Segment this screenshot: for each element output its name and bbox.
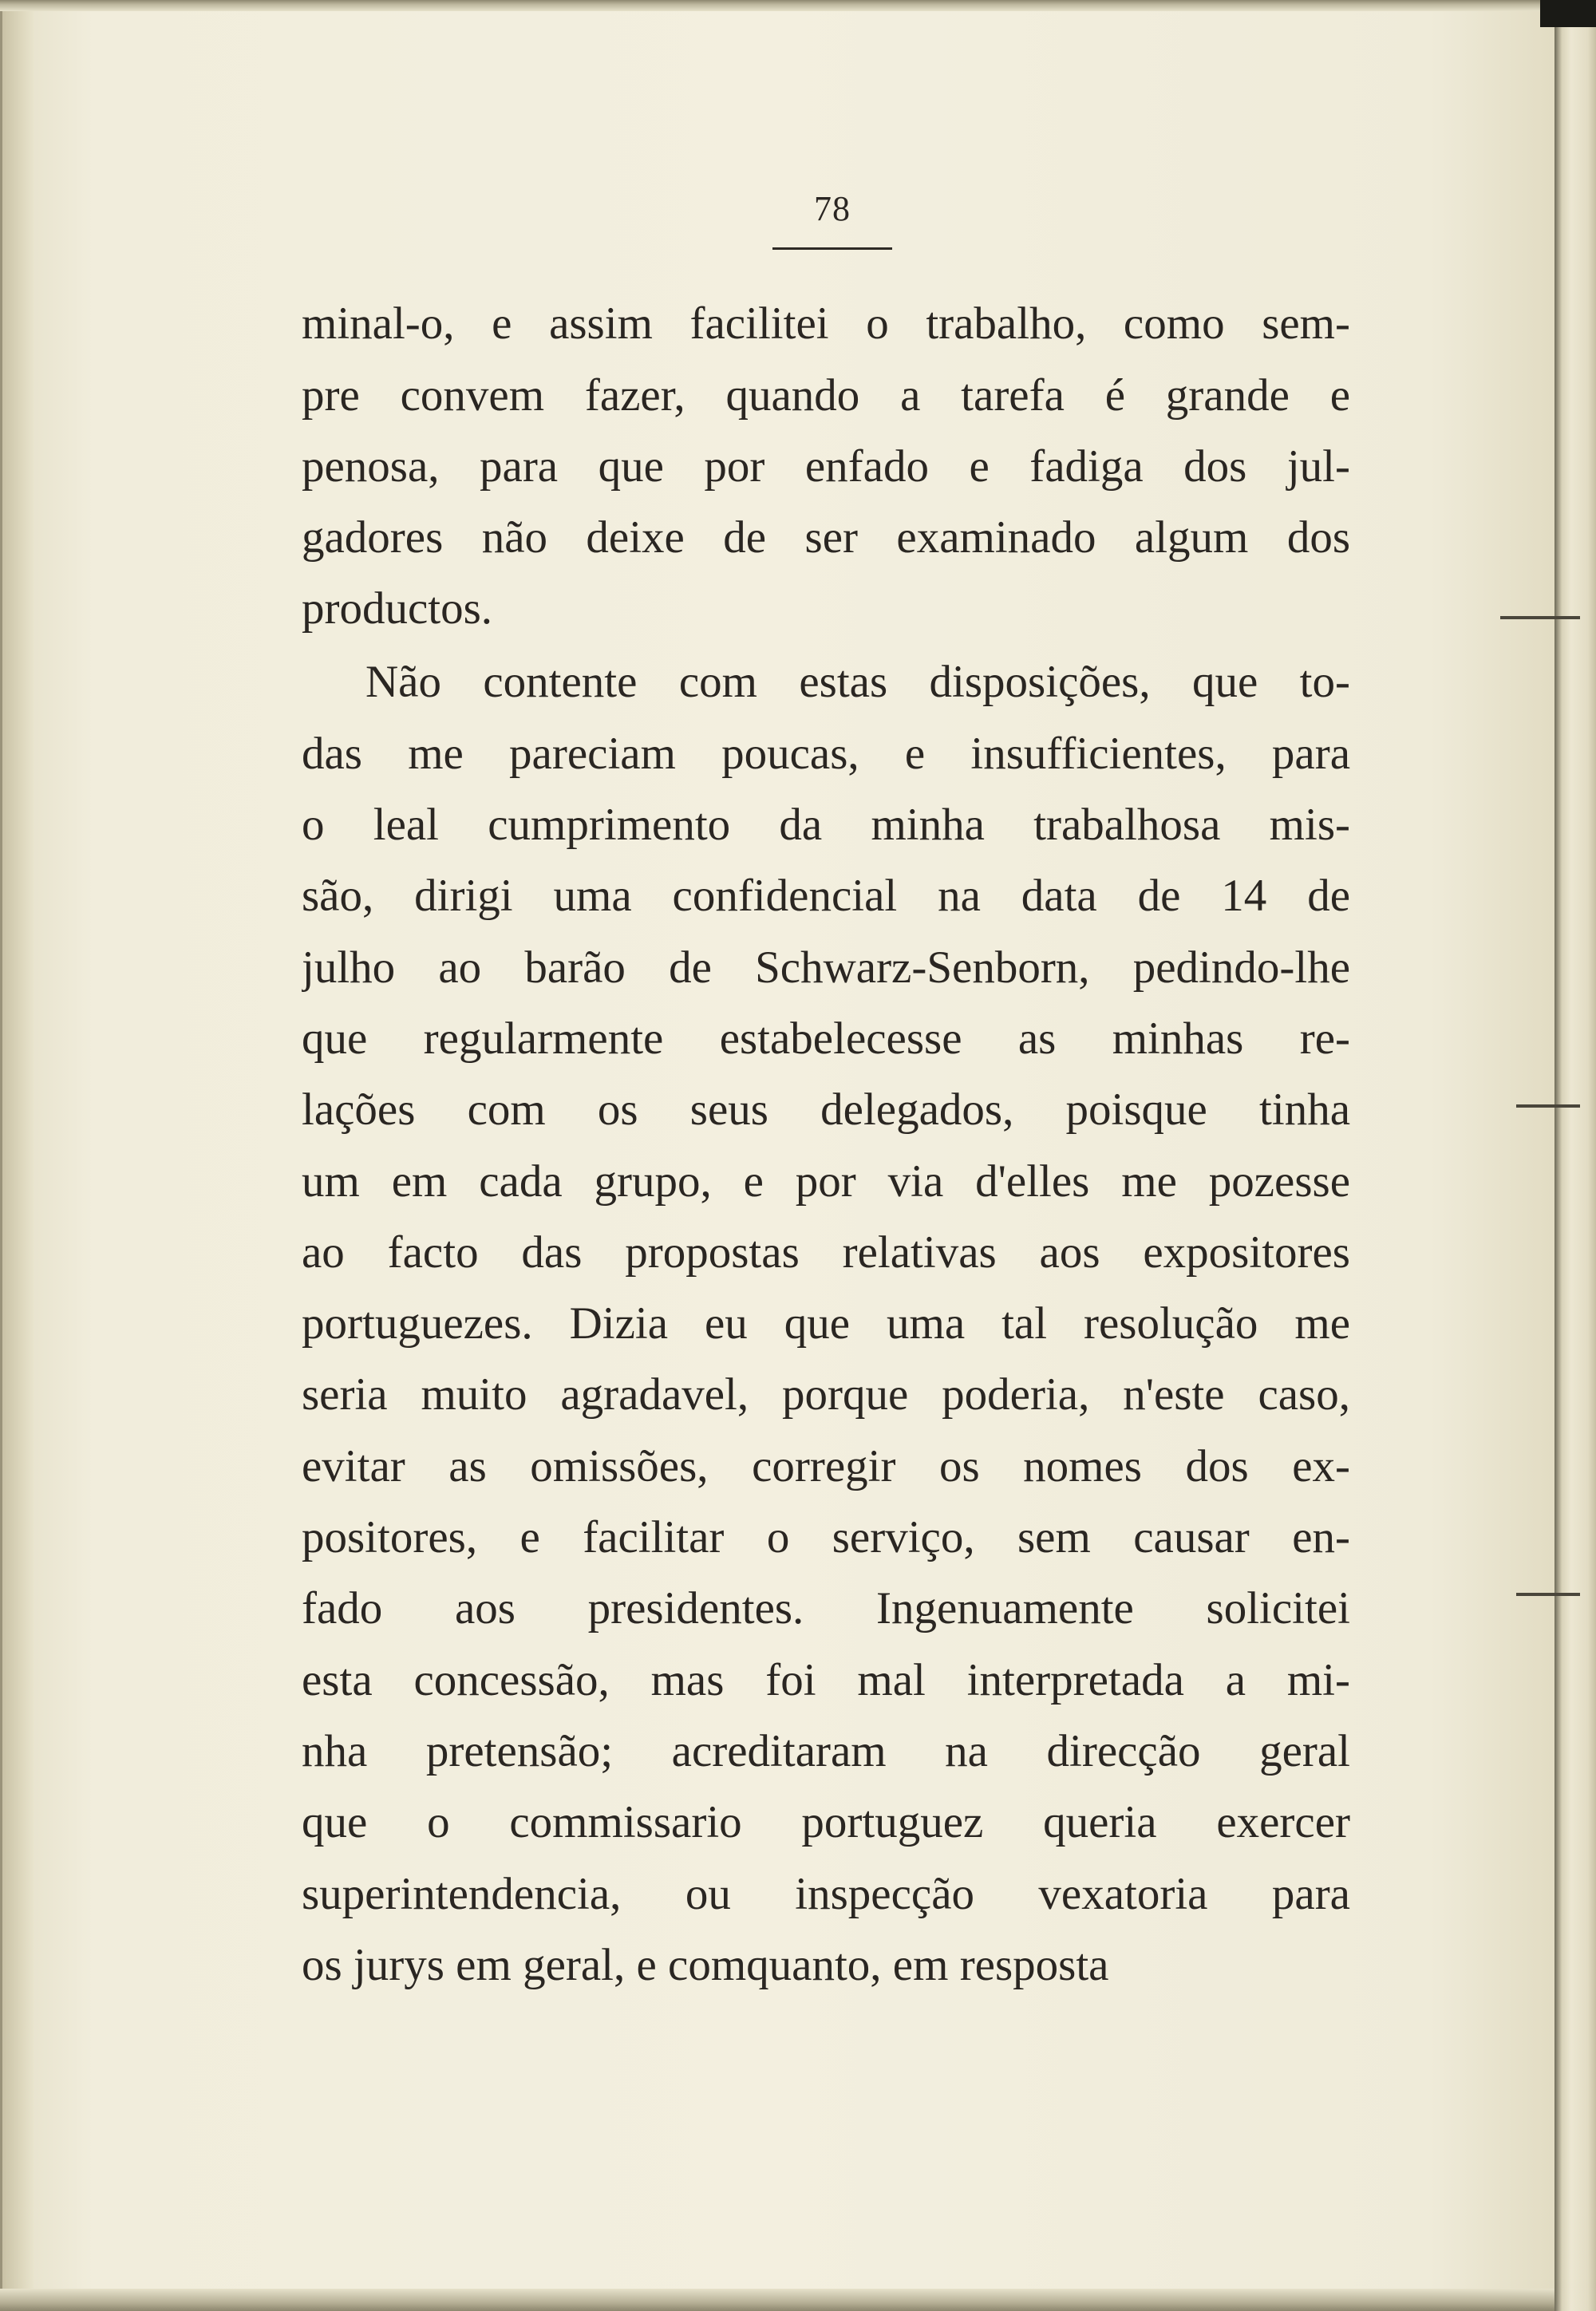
page-number-rule (772, 247, 892, 250)
text-line: julho ao barão de Schwarz-Senborn, pedindo-lhe (302, 942, 1350, 993)
text-line: superintendencia, ou inspecção vexatoria para (302, 1869, 1350, 1919)
page-edge-mark (1500, 616, 1580, 619)
page-bottom-edge (0, 2289, 1555, 2311)
text-line: ao facto das propostas relativas aos expositores (302, 1227, 1350, 1278)
text-line: productos. (302, 583, 493, 634)
text-line: esta concessão, mas foi mal interpretada a mi- (302, 1655, 1350, 1705)
text-line: são, dirigi uma confidencial na data de 14 de (302, 871, 1350, 921)
text-line: nha pretensão; acreditaram na direcção geral (302, 1726, 1350, 1776)
text-line: um em cada grupo, e por via d'elles me pozesse (302, 1156, 1350, 1207)
binding-shadow (1540, 0, 1596, 27)
text-line: positores, e facilitar o serviço, sem causar en- (302, 1512, 1350, 1562)
text-line: que regularmente estabelecesse as minhas re- (302, 1013, 1350, 1064)
page-edge-mark (1516, 1104, 1580, 1108)
page-edge-mark (1516, 1593, 1580, 1596)
text-line: que o commissario portuguez queria exercer (302, 1797, 1350, 1847)
text-line: gadores não deixe de ser examinado algum dos (302, 512, 1350, 563)
text-line: minal-o, e assim facilitei o trabalho, como sem- (302, 298, 1350, 349)
page-number: 78 (814, 189, 851, 228)
text-line: os jurys em geral, e comquanto, em resposta (302, 1940, 1109, 1990)
text-line: penosa, para que por enfado e fadiga dos jul- (302, 441, 1350, 492)
text-line: seria muito agradavel, porque poderia, n'este caso, (302, 1369, 1350, 1420)
text-line: pre convem fazer, quando a tarefa é grande e (302, 370, 1350, 421)
page-top-edge (0, 0, 1555, 11)
text-line: lações com os seus delegados, poisque tinha (302, 1084, 1350, 1135)
text-line: fado aos presidentes. Ingenuamente solicitei (302, 1583, 1350, 1634)
text-line: evitar as omissões, corregir os nomes dos ex- (302, 1441, 1350, 1491)
text-line: das me pareciam poucas, e insufficientes, para (302, 729, 1350, 779)
text-line: portuguezes. Dizia eu que uma tal resolução me (302, 1298, 1350, 1349)
text-line: Não contente com estas disposições, que to- (365, 657, 1350, 707)
next-page-edge (1555, 0, 1596, 2311)
text-line: o leal cumprimento da minha trabalhosa mis- (302, 800, 1350, 850)
page-left-edge (0, 0, 34, 2311)
